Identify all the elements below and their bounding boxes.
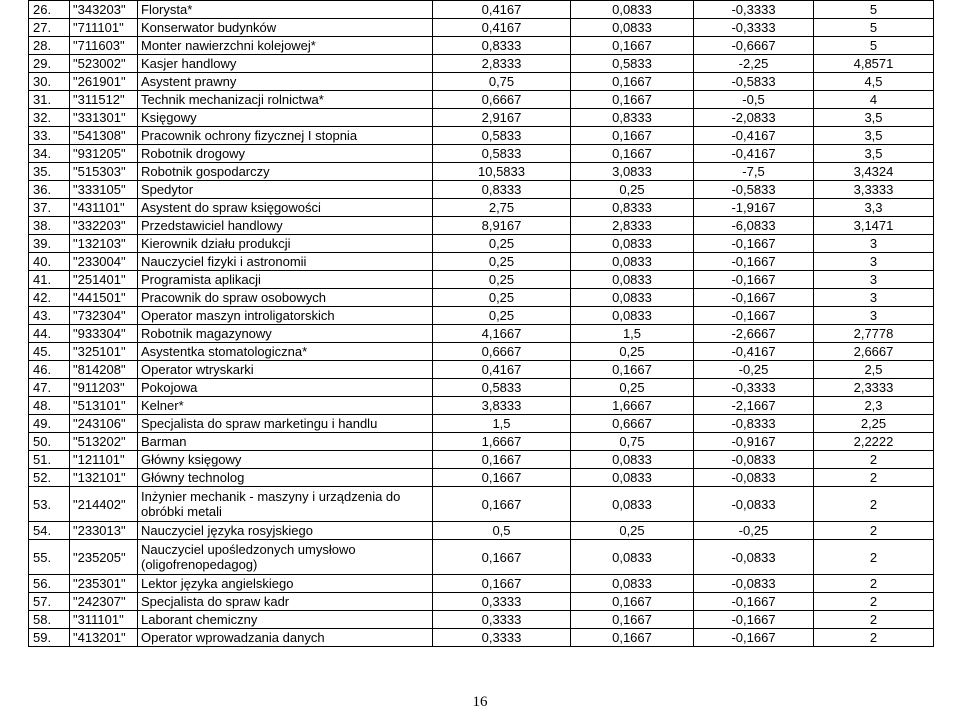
value-1-cell: 0,1667 bbox=[433, 451, 571, 469]
value-3-cell: -2,25 bbox=[694, 55, 814, 73]
value-2-cell: 0,1667 bbox=[571, 145, 694, 163]
occupation-name-cell: Nauczyciel języka rosyjskiego bbox=[138, 522, 433, 540]
value-3-cell: -2,6667 bbox=[694, 325, 814, 343]
value-4-cell: 3 bbox=[814, 289, 934, 307]
value-3-cell: -2,0833 bbox=[694, 109, 814, 127]
occupation-name-cell: Pokojowa bbox=[138, 379, 433, 397]
value-2-cell: 0,25 bbox=[571, 522, 694, 540]
value-3-cell: -0,9167 bbox=[694, 433, 814, 451]
value-4-cell: 3,3333 bbox=[814, 181, 934, 199]
value-1-cell: 1,5 bbox=[433, 415, 571, 433]
occupation-name-cell: Lektor języka angielskiego bbox=[138, 575, 433, 593]
value-1-cell: 0,3333 bbox=[433, 593, 571, 611]
table-row bbox=[29, 629, 934, 647]
occupation-name-cell: Spedytor bbox=[138, 181, 433, 199]
occupation-name-cell: Specjalista do spraw marketingu i handlu bbox=[138, 415, 433, 433]
value-3-cell: -0,1667 bbox=[694, 307, 814, 325]
table-row bbox=[29, 199, 934, 217]
value-3-cell: -0,5 bbox=[694, 91, 814, 109]
row-number-cell: 47. bbox=[29, 379, 70, 397]
table-row bbox=[29, 181, 934, 199]
value-2-cell: 0,1667 bbox=[571, 629, 694, 647]
value-1-cell: 0,5833 bbox=[433, 145, 571, 163]
value-2-cell: 0,6667 bbox=[571, 415, 694, 433]
value-1-cell: 8,9167 bbox=[433, 217, 571, 235]
row-number-cell: 56. bbox=[29, 575, 70, 593]
value-1-cell: 0,25 bbox=[433, 235, 571, 253]
row-number-cell: 37. bbox=[29, 199, 70, 217]
table-row bbox=[29, 73, 934, 91]
row-number-cell: 26. bbox=[29, 1, 70, 19]
value-3-cell: -0,25 bbox=[694, 361, 814, 379]
row-number-cell: 50. bbox=[29, 433, 70, 451]
value-2-cell: 1,6667 bbox=[571, 397, 694, 415]
table-row bbox=[29, 271, 934, 289]
row-number-cell: 35. bbox=[29, 163, 70, 181]
table-row bbox=[29, 307, 934, 325]
value-1-cell: 0,1667 bbox=[433, 575, 571, 593]
value-2-cell: 0,1667 bbox=[571, 361, 694, 379]
occupation-code-cell: "541308" bbox=[70, 127, 138, 145]
value-2-cell: 0,1667 bbox=[571, 127, 694, 145]
value-1-cell: 0,3333 bbox=[433, 611, 571, 629]
table-row bbox=[29, 522, 934, 540]
table-row bbox=[29, 289, 934, 307]
page-number: 16 bbox=[472, 694, 488, 710]
row-number-cell: 46. bbox=[29, 361, 70, 379]
table-row bbox=[29, 379, 934, 397]
row-number-cell: 52. bbox=[29, 469, 70, 487]
value-1-cell: 3,8333 bbox=[433, 397, 571, 415]
value-3-cell: -0,3333 bbox=[694, 379, 814, 397]
table-row bbox=[29, 91, 934, 109]
value-4-cell: 2,25 bbox=[814, 415, 934, 433]
value-2-cell: 0,8333 bbox=[571, 109, 694, 127]
row-number-cell: 42. bbox=[29, 289, 70, 307]
occupation-name-cell: Kierownik działu produkcji bbox=[138, 235, 433, 253]
value-4-cell: 2,7778 bbox=[814, 325, 934, 343]
occupation-code-cell: "523002" bbox=[70, 55, 138, 73]
value-1-cell: 0,5 bbox=[433, 522, 571, 540]
value-2-cell: 0,0833 bbox=[571, 540, 694, 575]
row-number-cell: 30. bbox=[29, 73, 70, 91]
table-row bbox=[29, 19, 934, 37]
table-row bbox=[29, 487, 934, 522]
value-1-cell: 0,25 bbox=[433, 271, 571, 289]
value-1-cell: 0,25 bbox=[433, 307, 571, 325]
occupation-name-cell: Kasjer handlowy bbox=[138, 55, 433, 73]
occupation-code-cell: "132101" bbox=[70, 469, 138, 487]
row-number-cell: 40. bbox=[29, 253, 70, 271]
value-4-cell: 3 bbox=[814, 271, 934, 289]
table-row bbox=[29, 163, 934, 181]
value-3-cell: -0,3333 bbox=[694, 1, 814, 19]
table-row bbox=[29, 540, 934, 575]
value-2-cell: 2,8333 bbox=[571, 217, 694, 235]
value-4-cell: 2 bbox=[814, 469, 934, 487]
occupation-name-cell: Barman bbox=[138, 433, 433, 451]
value-3-cell: -2,1667 bbox=[694, 397, 814, 415]
value-1-cell: 10,5833 bbox=[433, 163, 571, 181]
value-2-cell: 0,75 bbox=[571, 433, 694, 451]
value-1-cell: 0,1667 bbox=[433, 487, 571, 522]
occupation-name-cell: Asystent prawny bbox=[138, 73, 433, 91]
occupation-code-cell: "251401" bbox=[70, 271, 138, 289]
value-4-cell: 4,5 bbox=[814, 73, 934, 91]
occupation-name-cell: Inżynier mechanik - maszyny i urządzenia do obróbki metali bbox=[138, 487, 433, 522]
row-number-cell: 57. bbox=[29, 593, 70, 611]
value-3-cell: -0,4167 bbox=[694, 145, 814, 163]
occupations-table bbox=[28, 0, 934, 647]
occupation-code-cell: "732304" bbox=[70, 307, 138, 325]
value-3-cell: -0,1667 bbox=[694, 235, 814, 253]
value-4-cell: 2 bbox=[814, 540, 934, 575]
value-2-cell: 0,25 bbox=[571, 343, 694, 361]
value-1-cell: 0,5833 bbox=[433, 379, 571, 397]
value-4-cell: 5 bbox=[814, 37, 934, 55]
occupation-code-cell: "242307" bbox=[70, 593, 138, 611]
value-2-cell: 0,0833 bbox=[571, 235, 694, 253]
table-row bbox=[29, 325, 934, 343]
value-4-cell: 2,2222 bbox=[814, 433, 934, 451]
occupation-name-cell: Główny księgowy bbox=[138, 451, 433, 469]
value-2-cell: 1,5 bbox=[571, 325, 694, 343]
value-3-cell: -0,1667 bbox=[694, 629, 814, 647]
table-row bbox=[29, 235, 934, 253]
table-row bbox=[29, 145, 934, 163]
table-row bbox=[29, 1, 934, 19]
value-2-cell: 0,1667 bbox=[571, 91, 694, 109]
occupation-code-cell: "311512" bbox=[70, 91, 138, 109]
value-1-cell: 2,9167 bbox=[433, 109, 571, 127]
row-number-cell: 53. bbox=[29, 487, 70, 522]
occupation-name-cell: Kelner* bbox=[138, 397, 433, 415]
table-row bbox=[29, 451, 934, 469]
table-row bbox=[29, 37, 934, 55]
occupation-name-cell: Przedstawiciel handlowy bbox=[138, 217, 433, 235]
value-1-cell: 4,1667 bbox=[433, 325, 571, 343]
row-number-cell: 43. bbox=[29, 307, 70, 325]
value-3-cell: -0,0833 bbox=[694, 469, 814, 487]
value-1-cell: 0,8333 bbox=[433, 181, 571, 199]
table-row bbox=[29, 253, 934, 271]
occupation-code-cell: "333105" bbox=[70, 181, 138, 199]
value-2-cell: 3,0833 bbox=[571, 163, 694, 181]
table-row bbox=[29, 433, 934, 451]
occupation-code-cell: "513202" bbox=[70, 433, 138, 451]
value-2-cell: 0,1667 bbox=[571, 593, 694, 611]
value-4-cell: 2,3 bbox=[814, 397, 934, 415]
value-2-cell: 0,0833 bbox=[571, 289, 694, 307]
value-3-cell: -0,4167 bbox=[694, 343, 814, 361]
value-4-cell: 3,5 bbox=[814, 109, 934, 127]
table-row bbox=[29, 593, 934, 611]
value-3-cell: -0,6667 bbox=[694, 37, 814, 55]
value-3-cell: -6,0833 bbox=[694, 217, 814, 235]
occupation-code-cell: "413201" bbox=[70, 629, 138, 647]
occupation-code-cell: "431101" bbox=[70, 199, 138, 217]
value-4-cell: 4 bbox=[814, 91, 934, 109]
value-3-cell: -0,1667 bbox=[694, 253, 814, 271]
value-4-cell: 3,3 bbox=[814, 199, 934, 217]
occupation-code-cell: "233013" bbox=[70, 522, 138, 540]
value-3-cell: -0,0833 bbox=[694, 451, 814, 469]
table-row bbox=[29, 415, 934, 433]
value-3-cell: -0,8333 bbox=[694, 415, 814, 433]
occupation-code-cell: "515303" bbox=[70, 163, 138, 181]
value-3-cell: -0,5833 bbox=[694, 181, 814, 199]
table-row bbox=[29, 611, 934, 629]
value-1-cell: 0,6667 bbox=[433, 343, 571, 361]
value-4-cell: 2,6667 bbox=[814, 343, 934, 361]
occupation-name-cell: Specjalista do spraw kadr bbox=[138, 593, 433, 611]
value-2-cell: 0,0833 bbox=[571, 451, 694, 469]
value-2-cell: 0,0833 bbox=[571, 19, 694, 37]
row-number-cell: 36. bbox=[29, 181, 70, 199]
value-2-cell: 0,0833 bbox=[571, 575, 694, 593]
occupation-code-cell: "233004" bbox=[70, 253, 138, 271]
value-3-cell: -0,3333 bbox=[694, 19, 814, 37]
value-1-cell: 0,25 bbox=[433, 289, 571, 307]
occupation-name-cell: Operator maszyn introligatorskich bbox=[138, 307, 433, 325]
occupation-code-cell: "931205" bbox=[70, 145, 138, 163]
occupation-name-cell: Operator wtryskarki bbox=[138, 361, 433, 379]
occupation-name-cell: Robotnik magazynowy bbox=[138, 325, 433, 343]
occupation-name-cell: Monter nawierzchni kolejowej* bbox=[138, 37, 433, 55]
value-3-cell: -1,9167 bbox=[694, 199, 814, 217]
occupation-code-cell: "711603" bbox=[70, 37, 138, 55]
value-4-cell: 2 bbox=[814, 575, 934, 593]
value-2-cell: 0,1667 bbox=[571, 37, 694, 55]
value-2-cell: 0,8333 bbox=[571, 199, 694, 217]
occupation-name-cell: Robotnik drogowy bbox=[138, 145, 433, 163]
value-4-cell: 2 bbox=[814, 611, 934, 629]
value-1-cell: 1,6667 bbox=[433, 433, 571, 451]
value-4-cell: 5 bbox=[814, 19, 934, 37]
value-3-cell: -0,1667 bbox=[694, 611, 814, 629]
value-2-cell: 0,0833 bbox=[571, 469, 694, 487]
value-1-cell: 0,4167 bbox=[433, 361, 571, 379]
value-1-cell: 2,75 bbox=[433, 199, 571, 217]
occupation-code-cell: "332203" bbox=[70, 217, 138, 235]
value-3-cell: -0,0833 bbox=[694, 540, 814, 575]
row-number-cell: 38. bbox=[29, 217, 70, 235]
occupation-code-cell: "814208" bbox=[70, 361, 138, 379]
value-2-cell: 0,25 bbox=[571, 181, 694, 199]
value-4-cell: 3 bbox=[814, 235, 934, 253]
value-1-cell: 0,1667 bbox=[433, 540, 571, 575]
value-2-cell: 0,0833 bbox=[571, 1, 694, 19]
occupation-name-cell: Operator wprowadzania danych bbox=[138, 629, 433, 647]
occupation-name-cell: Asystent do spraw księgowości bbox=[138, 199, 433, 217]
occupation-code-cell: "441501" bbox=[70, 289, 138, 307]
occupation-code-cell: "933304" bbox=[70, 325, 138, 343]
occupation-name-cell: Konserwator budynków bbox=[138, 19, 433, 37]
occupation-name-cell: Główny technolog bbox=[138, 469, 433, 487]
occupation-code-cell: "235301" bbox=[70, 575, 138, 593]
value-1-cell: 0,4167 bbox=[433, 19, 571, 37]
occupation-code-cell: "261901" bbox=[70, 73, 138, 91]
value-1-cell: 0,25 bbox=[433, 253, 571, 271]
occupation-name-cell: Księgowy bbox=[138, 109, 433, 127]
occupation-code-cell: "235205" bbox=[70, 540, 138, 575]
row-number-cell: 29. bbox=[29, 55, 70, 73]
value-1-cell: 2,8333 bbox=[433, 55, 571, 73]
value-2-cell: 0,5833 bbox=[571, 55, 694, 73]
row-number-cell: 45. bbox=[29, 343, 70, 361]
value-2-cell: 0,0833 bbox=[571, 487, 694, 522]
value-4-cell: 3,4324 bbox=[814, 163, 934, 181]
row-number-cell: 51. bbox=[29, 451, 70, 469]
value-4-cell: 3,5 bbox=[814, 145, 934, 163]
value-3-cell: -0,0833 bbox=[694, 487, 814, 522]
row-number-cell: 33. bbox=[29, 127, 70, 145]
occupation-code-cell: "711101" bbox=[70, 19, 138, 37]
row-number-cell: 44. bbox=[29, 325, 70, 343]
value-1-cell: 0,1667 bbox=[433, 469, 571, 487]
value-4-cell: 2,5 bbox=[814, 361, 934, 379]
table-row bbox=[29, 361, 934, 379]
occupation-code-cell: "214402" bbox=[70, 487, 138, 522]
value-2-cell: 0,0833 bbox=[571, 307, 694, 325]
value-2-cell: 0,1667 bbox=[571, 611, 694, 629]
table-row bbox=[29, 469, 934, 487]
occupation-name-cell: Asystentka stomatologiczna* bbox=[138, 343, 433, 361]
row-number-cell: 59. bbox=[29, 629, 70, 647]
value-1-cell: 0,6667 bbox=[433, 91, 571, 109]
value-4-cell: 2,3333 bbox=[814, 379, 934, 397]
value-3-cell: -0,1667 bbox=[694, 271, 814, 289]
value-4-cell: 2 bbox=[814, 629, 934, 647]
value-1-cell: 0,75 bbox=[433, 73, 571, 91]
table-row bbox=[29, 127, 934, 145]
table-row bbox=[29, 217, 934, 235]
occupation-code-cell: "325101" bbox=[70, 343, 138, 361]
row-number-cell: 32. bbox=[29, 109, 70, 127]
value-2-cell: 0,25 bbox=[571, 379, 694, 397]
row-number-cell: 41. bbox=[29, 271, 70, 289]
value-4-cell: 2 bbox=[814, 487, 934, 522]
occupation-name-cell: Nauczyciel fizyki i astronomii bbox=[138, 253, 433, 271]
occupation-name-cell: Pracownik do spraw osobowych bbox=[138, 289, 433, 307]
occupation-code-cell: "911203" bbox=[70, 379, 138, 397]
row-number-cell: 55. bbox=[29, 540, 70, 575]
occupation-code-cell: "311101" bbox=[70, 611, 138, 629]
occupation-name-cell: Programista aplikacji bbox=[138, 271, 433, 289]
table-row bbox=[29, 397, 934, 415]
table-row bbox=[29, 575, 934, 593]
row-number-cell: 49. bbox=[29, 415, 70, 433]
occupation-code-cell: "121101" bbox=[70, 451, 138, 469]
value-4-cell: 3,5 bbox=[814, 127, 934, 145]
value-1-cell: 0,8333 bbox=[433, 37, 571, 55]
value-3-cell: -0,1667 bbox=[694, 289, 814, 307]
row-number-cell: 31. bbox=[29, 91, 70, 109]
table-body bbox=[29, 1, 934, 647]
row-number-cell: 54. bbox=[29, 522, 70, 540]
value-3-cell: -7,5 bbox=[694, 163, 814, 181]
occupation-name-cell: Nauczyciel upośledzonych umysłowo (oligofrenopedagog) bbox=[138, 540, 433, 575]
value-2-cell: 0,0833 bbox=[571, 271, 694, 289]
value-4-cell: 2 bbox=[814, 522, 934, 540]
row-number-cell: 34. bbox=[29, 145, 70, 163]
value-4-cell: 3 bbox=[814, 307, 934, 325]
value-3-cell: -0,1667 bbox=[694, 593, 814, 611]
value-2-cell: 0,0833 bbox=[571, 253, 694, 271]
occupation-code-cell: "513101" bbox=[70, 397, 138, 415]
value-1-cell: 0,5833 bbox=[433, 127, 571, 145]
value-2-cell: 0,1667 bbox=[571, 73, 694, 91]
table-row bbox=[29, 109, 934, 127]
table-row bbox=[29, 343, 934, 361]
occupation-code-cell: "243106" bbox=[70, 415, 138, 433]
occupation-name-cell: Laborant chemiczny bbox=[138, 611, 433, 629]
value-4-cell: 5 bbox=[814, 1, 934, 19]
row-number-cell: 39. bbox=[29, 235, 70, 253]
value-4-cell: 2 bbox=[814, 593, 934, 611]
row-number-cell: 58. bbox=[29, 611, 70, 629]
occupation-name-cell: Florysta* bbox=[138, 1, 433, 19]
occupation-name-cell: Technik mechanizacji rolnictwa* bbox=[138, 91, 433, 109]
value-1-cell: 0,3333 bbox=[433, 629, 571, 647]
value-3-cell: -0,4167 bbox=[694, 127, 814, 145]
value-3-cell: -0,25 bbox=[694, 522, 814, 540]
occupation-code-cell: "331301" bbox=[70, 109, 138, 127]
row-number-cell: 48. bbox=[29, 397, 70, 415]
value-4-cell: 4,8571 bbox=[814, 55, 934, 73]
row-number-cell: 28. bbox=[29, 37, 70, 55]
row-number-cell: 27. bbox=[29, 19, 70, 37]
value-3-cell: -0,0833 bbox=[694, 575, 814, 593]
occupation-name-cell: Robotnik gospodarczy bbox=[138, 163, 433, 181]
table-row bbox=[29, 55, 934, 73]
value-4-cell: 3 bbox=[814, 253, 934, 271]
value-4-cell: 3,1471 bbox=[814, 217, 934, 235]
value-4-cell: 2 bbox=[814, 451, 934, 469]
occupation-code-cell: "132103" bbox=[70, 235, 138, 253]
occupation-name-cell: Pracownik ochrony fizycznej I stopnia bbox=[138, 127, 433, 145]
value-1-cell: 0,4167 bbox=[433, 1, 571, 19]
occupation-code-cell: "343203" bbox=[70, 1, 138, 19]
value-3-cell: -0,5833 bbox=[694, 73, 814, 91]
